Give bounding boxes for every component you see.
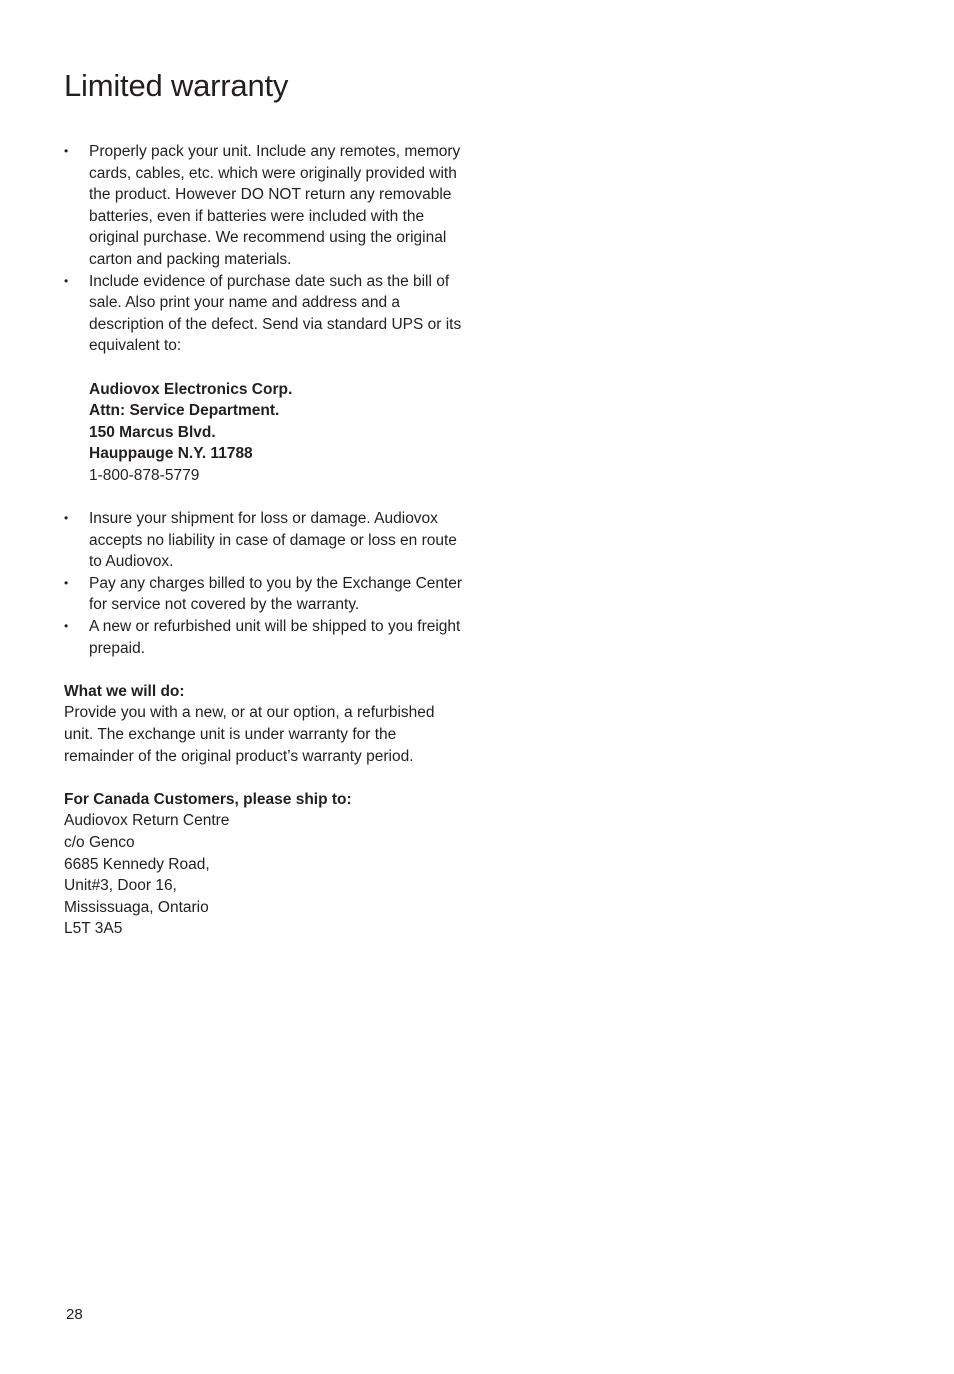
address-street: 150 Marcus Blvd. [89,423,216,441]
spacer [64,487,464,509]
canada-address-line: Mississuaga, Ontario [64,898,209,916]
us-service-address [64,379,464,487]
page-number: 28 [66,1306,83,1323]
spacer [64,659,464,681]
instructions-list-2 [64,508,464,659]
list-item [64,271,464,357]
list-item-text: Include evidence of purchase date such as the bill of sale. Also print your name and address and a description of the defect. Send via standard UPS or its equivalent to: [89,272,462,355]
canada-heading: For Canada Customers, please ship to: [64,790,352,808]
list-item-text: Pay any charges billed to you by the Exchange Center for service not covered by the warranty. [89,574,463,614]
canada-address-line: c/o Genco [64,834,135,851]
bullet-icon: • [64,575,69,590]
bullet-icon: • [64,511,69,526]
canada-address-line: Audiovox Return Centre [64,812,230,830]
bullet-icon: • [64,619,69,634]
canada-address [64,810,464,940]
list-item-text: Properly pack your unit. Include any remotes, memory cards, cables, etc. which were originally provided with the product. However DO NOT return any removable batteries, even if batteries were included with the original purchase. We recommend using the original carton and packing materials. [89,143,461,268]
what-we-will-do-heading: What we will do: [64,682,185,700]
instructions-list-1 [64,141,464,357]
canada-address-line: 6685 Kennedy Road, [64,855,210,873]
list-item [64,616,464,659]
what-we-will-do-body: Provide you with a new, or at our option, a refurbished unit. The exchange unit is under warranty for the remainder of the original product’s warranty period. [64,704,435,765]
address-company: Audiovox Electronics Corp. [89,380,293,398]
spacer [64,767,464,789]
canada-address-line: L5T 3A5 [64,920,123,938]
list-item [64,508,464,573]
list-item-text: A new or refurbished unit will be shipped to you freight prepaid. [89,618,461,657]
bullet-icon: • [64,144,69,158]
page-title: Limited warranty [64,68,289,103]
list-item-text: Insure your shipment for loss or damage. Audiovox accepts no liability in case of damage or loss en route to Audiovox. [89,510,457,571]
address-phone: 1-800-878-5779 [89,466,200,484]
bullet-icon: • [64,273,69,288]
address-city: Hauppauge N.Y. 11788 [89,445,253,463]
list-item [64,573,464,616]
canada-address-line: Unit#3, Door 16, [64,877,177,895]
warranty-content [64,141,464,940]
address-attn: Attn: Service Department. [89,402,280,420]
list-item [64,141,464,271]
